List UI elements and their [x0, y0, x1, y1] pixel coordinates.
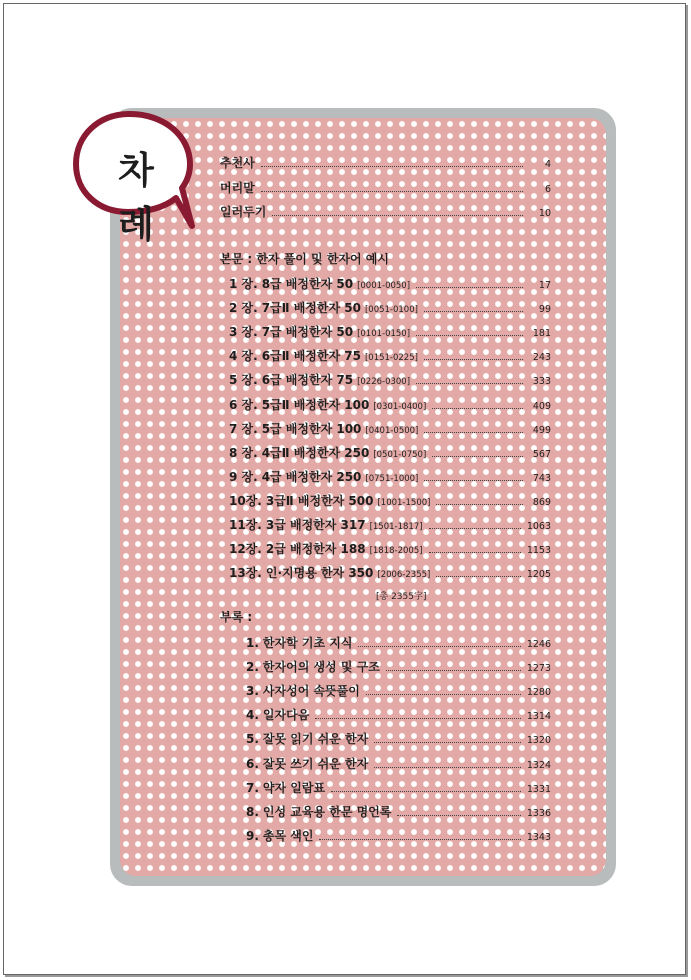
chapter-range: [0101-0150] — [357, 329, 411, 340]
toc-entry-chapter[interactable] — [229, 564, 551, 581]
leader-dots — [261, 165, 523, 167]
entry-title: 일러두기 — [220, 205, 267, 219]
entry-page: 1320 — [526, 735, 551, 747]
leader-dots — [436, 575, 520, 577]
entry-page: 4 — [544, 159, 551, 170]
leader-dots — [386, 669, 521, 671]
leader-dots — [366, 693, 521, 695]
chapter-title: 6급 배정한자 75 — [261, 373, 354, 388]
chapter-range: [0151-0225] — [364, 353, 418, 364]
appendix-title: 인성 교육용 한문 명언록 — [262, 804, 392, 819]
toc-entry-appendix[interactable] — [246, 658, 551, 675]
toc-entry-foreword[interactable] — [220, 179, 551, 196]
chapter-range: [0226-0300] — [357, 377, 411, 388]
toc-entry-chapter[interactable] — [229, 492, 551, 509]
chapter-range: [0051-0100] — [364, 305, 418, 316]
leader-dots — [331, 790, 521, 792]
leader-dots — [436, 503, 523, 505]
appendix-number: 8. — [246, 804, 259, 819]
chapter-title: 3급 배정한자 317 — [265, 518, 366, 532]
appendix-number: 6. — [246, 756, 259, 771]
entry-page: 567 — [532, 448, 551, 460]
chapter-range: [1818-2005] — [369, 546, 423, 557]
appendix-title: 잘못 읽기 쉬운 한자 — [262, 732, 369, 747]
appendix-number: 1. — [246, 636, 259, 650]
entry-page: 1336 — [526, 807, 551, 819]
chapter-number: 10장. — [229, 493, 262, 508]
entry-title: 머리말 — [220, 181, 255, 195]
toc-entry-chapter[interactable] — [229, 396, 551, 413]
leader-dots — [416, 382, 523, 384]
leader-dots — [416, 334, 523, 336]
chapter-number: 7 장. — [229, 421, 258, 436]
chapter-number: 4 장. — [229, 349, 258, 364]
chapter-number: 8 장. — [229, 445, 258, 460]
toc-entry-appendix[interactable] — [246, 706, 551, 723]
chapter-range: [0501-0750] — [373, 449, 427, 460]
appendix-number: 5. — [246, 732, 259, 747]
entry-page: 1343 — [526, 831, 551, 843]
toc-entry-appendix[interactable] — [246, 755, 551, 772]
chapter-title: 5급Ⅱ 배정한자 100 — [261, 397, 370, 412]
entry-page: 409 — [532, 400, 551, 412]
chapter-title: 7급 배정한자 50 — [261, 325, 354, 340]
chapter-range: [1501-1817] — [369, 522, 423, 532]
entry-page: 1280 — [526, 687, 551, 699]
leader-dots — [315, 717, 521, 719]
leader-dots — [432, 407, 523, 409]
main-section-heading: 본문 : 한자 풀이 및 한자어 예시 — [220, 252, 389, 266]
toc-entry-chapter[interactable] — [229, 540, 551, 557]
leader-dots — [374, 741, 521, 743]
entry-page: 1331 — [526, 783, 551, 795]
appendix-number: 2. — [246, 660, 259, 675]
entry-page: 99 — [538, 304, 551, 316]
leader-dots — [261, 190, 523, 192]
toc-entry-chapter[interactable] — [229, 420, 551, 437]
entry-page: 17 — [538, 280, 551, 291]
chapter-title: 7급Ⅱ 배정한자 50 — [261, 301, 361, 316]
appendix-heading: 부록 : — [220, 610, 253, 624]
toc-entry-appendix[interactable] — [246, 730, 551, 747]
chapter-range: [0401-0500] — [365, 425, 419, 436]
appendix-number: 4. — [246, 708, 259, 723]
toc-entry-appendix[interactable] — [246, 779, 551, 796]
entry-page: 6 — [544, 184, 551, 195]
toc-entry-chapter[interactable] — [229, 347, 551, 364]
leader-dots — [416, 286, 523, 288]
leader-dots — [319, 838, 520, 840]
entry-page: 1314 — [526, 711, 551, 723]
appendix-title: 일자다음 — [262, 708, 310, 723]
toc-entry-chapter[interactable] — [229, 299, 551, 316]
entry-page: 1273 — [526, 663, 551, 675]
leader-dots — [424, 431, 523, 433]
entry-page: 333 — [532, 376, 551, 388]
appendix-title: 약자 일람표 — [262, 780, 326, 795]
chapter-number: 2 장. — [229, 301, 258, 316]
entry-page: 1205 — [526, 569, 551, 581]
toc-entry-preface-recommendation[interactable] — [220, 154, 551, 171]
chapter-number: 12장. — [229, 542, 262, 557]
chapter-number: 13장. — [229, 566, 262, 581]
leader-dots — [424, 358, 523, 360]
appendix-title: 잘못 쓰기 쉬운 한자 — [262, 756, 369, 771]
toc-entry-chapter[interactable] — [229, 468, 551, 485]
appendix-title: 총목 색인 — [262, 828, 314, 843]
chapter-title: 인·지명용 한자 350 — [265, 566, 374, 581]
chapter-range: [1001-1500] — [377, 497, 431, 508]
entry-page: 1063 — [526, 521, 551, 532]
toc-entry-guide[interactable] — [220, 203, 551, 220]
leader-dots — [424, 310, 523, 312]
appendix-title: 한자어의 생성 및 구조 — [262, 660, 380, 675]
entry-page: 243 — [532, 352, 551, 364]
toc-entry-appendix[interactable] — [246, 634, 551, 651]
chapter-range: [2006-2355] — [377, 570, 431, 581]
toc-entry-chapter[interactable] — [229, 371, 551, 388]
chapter-range: [0301-0400] — [373, 401, 427, 412]
toc-heading: 차 례 — [118, 149, 156, 246]
chapter-title: 4급Ⅱ 배정한자 250 — [261, 445, 370, 460]
toc-entry-appendix[interactable] — [246, 682, 551, 699]
toc-entry-appendix[interactable] — [246, 803, 551, 820]
chapter-title: 2급 배정한자 188 — [265, 542, 366, 557]
appendix-number: 9. — [246, 828, 259, 843]
entry-page: 1153 — [526, 545, 551, 557]
chapter-title: 6급Ⅱ 배정한자 75 — [261, 349, 361, 364]
chapter-title: 4급 배정한자 250 — [261, 469, 362, 484]
toc-entry-chapter[interactable] — [229, 516, 551, 533]
toc-entry-chapter[interactable] — [229, 323, 551, 340]
chapter-title: 8급 배정한자 50 — [261, 277, 354, 291]
entry-page: 499 — [532, 424, 551, 436]
entry-page: 743 — [532, 472, 551, 484]
chapter-number: 5 장. — [229, 373, 258, 388]
entry-title: 추천사 — [220, 156, 255, 170]
leader-dots — [429, 527, 521, 529]
chapter-title: 5급 배정한자 100 — [261, 421, 362, 436]
appendix-title: 한자학 기초 지식 — [262, 636, 353, 650]
chapter-number: 9 장. — [229, 469, 258, 484]
leader-dots — [358, 645, 520, 647]
appendix-number: 7. — [246, 780, 259, 795]
chapter-range: [0001-0050] — [357, 281, 411, 291]
appendix-title: 사자성어 속뜻풀이 — [262, 684, 360, 699]
entry-page: 1324 — [526, 759, 551, 771]
entry-page: 869 — [532, 496, 551, 508]
leader-dots — [374, 766, 521, 768]
leader-dots — [432, 455, 523, 457]
chapter-number: 6 장. — [229, 397, 258, 412]
chapter-number: 3 장. — [229, 325, 258, 340]
appendix-number: 3. — [246, 684, 259, 699]
chapter-number: 11장. — [229, 518, 262, 532]
toc-entry-chapter[interactable] — [229, 444, 551, 461]
leader-dots — [272, 214, 523, 216]
entry-page: 181 — [532, 328, 551, 340]
leader-dots — [397, 814, 520, 816]
toc-entry-chapter[interactable] — [229, 275, 551, 292]
total-count: [총 2355字] — [376, 592, 427, 602]
chapter-range: [0751-1000] — [365, 473, 419, 484]
chapter-title: 3급Ⅱ 배정한자 500 — [265, 493, 374, 508]
leader-dots — [429, 551, 521, 553]
entry-page: 1246 — [526, 639, 551, 650]
entry-page: 10 — [538, 208, 551, 219]
chapter-number: 1 장. — [229, 277, 258, 291]
toc-heading-badge — [70, 106, 200, 246]
leader-dots — [424, 479, 523, 481]
toc-entry-appendix[interactable] — [246, 827, 551, 844]
